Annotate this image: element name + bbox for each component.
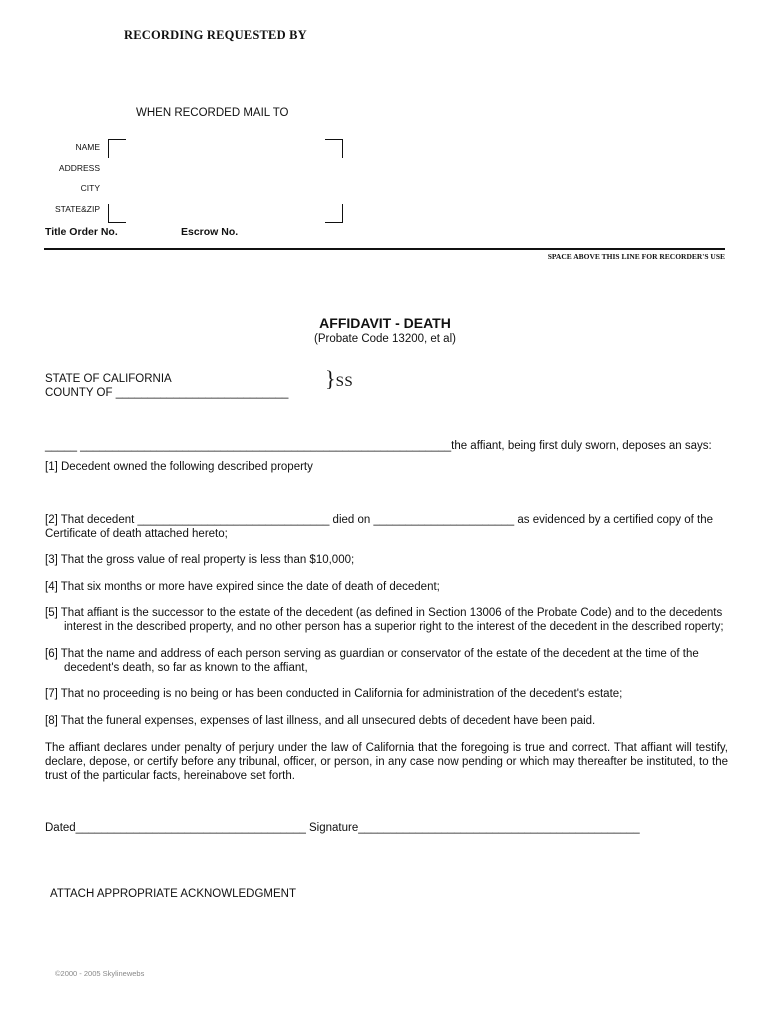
city-label: CITY [80,183,100,193]
item-1: [1] Decedent owned the following described property [45,461,313,473]
item-5-line-1: [5] That affiant is the successor to the estate of the decedent (as defined in Section 13006 of the Probate Code) and to the decedents [45,607,723,619]
affiant-line: _____ __________________________________________________________the affiant, being first duly sworn, deposes an says: [45,440,712,452]
address-label: ADDRESS [58,163,100,173]
when-recorded-mail-to-label: WHEN RECORDED MAIL TO [136,107,289,119]
address-box-top-right-bracket [325,139,343,158]
item-2-line-1: [2] That decedent ______________________________ died on ______________________ as evidenced by a certified copy of the [45,514,714,526]
address-box-top-left-bracket [108,139,126,158]
ss-venue-mark [325,366,353,395]
recorder-space-note: SPACE ABOVE THIS LINE FOR RECORDER'S USE [547,252,725,261]
signature-field[interactable]: Signature____________________________________________ [309,822,640,834]
address-box-bottom-right-bracket [325,204,343,223]
item-8: [8] That the funeral expenses, expenses of last illness, and all unsecured debts of decedent have been paid. [45,715,596,727]
document-title: AFFIDAVIT - DEATH [319,315,451,331]
dated-field[interactable]: Dated____________________________________ [45,822,306,834]
county-line: COUNTY OF ___________________________ [45,387,289,399]
item-2 [45,513,735,541]
item-4: [4] That six months or more have expired since the date of death of decedent; [45,581,440,593]
recording-requested-by-heading: RECORDING REQUESTED BY [124,28,307,42]
item-5-line-2: interest in the described property, and no other person has a superior right to the interest of the decedent in the described roperty; [64,621,724,633]
recorder-space-divider [44,248,725,250]
ss-brace: } [325,366,336,391]
item-6-line-1: [6] That the name and address of each person serving as guardian or conservator of the estate of the decedent at the time of the [45,648,699,660]
item-6-line-2: decedent's death, so far as known to the affiant, [64,662,308,674]
document-subtitle: (Probate Code 13200, et al) [314,333,456,345]
item-6 [45,647,735,675]
item-2-line-2: Certificate of death attached hereto; [45,528,228,540]
item-7: [7] That no proceeding is no being or has been conducted in California for administration of the decedent's estate; [45,688,623,700]
title-order-no-label: Title Order No. [45,226,118,238]
escrow-no-label: Escrow No. [181,226,239,238]
address-box-bottom-left-bracket [108,204,126,223]
item-5 [45,606,735,634]
declaration-paragraph: The affiant declares under penalty of perjury under the law of California that the foregoing is true and correct. That affiant will testify, declare, depose, or certify before any tribunal, officer, or person, in any case now pending or which may thereafter be instituted, to the trust of the particular facts, hereinabove set forth. [45,742,728,782]
name-label: NAME [75,142,100,152]
copyright-footer: ©2000 - 2005 Skylinewebs [55,969,145,978]
attach-acknowledgment-note: ATTACH APPROPRIATE ACKNOWLEDGMENT [50,888,297,900]
state-zip-label: STATE&ZIP [54,204,100,214]
state-line: STATE OF CALIFORNIA [45,373,172,385]
item-3: [3] That the gross value of real property is less than $10,000; [45,554,355,566]
ss-text: SS [335,374,354,390]
